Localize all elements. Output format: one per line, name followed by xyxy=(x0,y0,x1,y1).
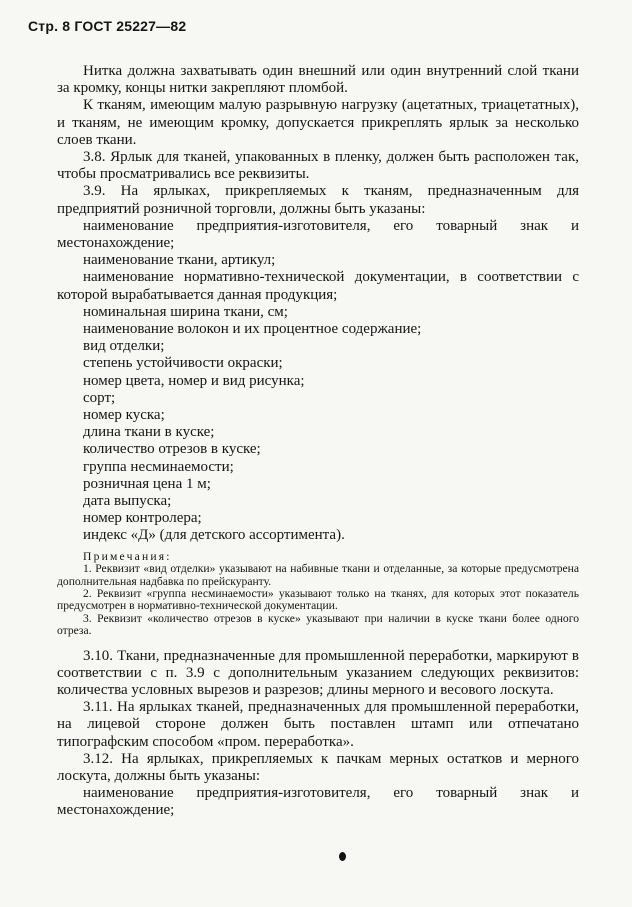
list-item: наименование предприятия-изготовителя, его товарный знак и местонахождение; xyxy=(57,785,579,819)
notes-title: Примечания: xyxy=(83,549,172,563)
clause-3-10: 3.10. Ткани, предназначенные для промышленной переработки, маркируют в соответствии с п. 3.9 с дополнительным указанием следующих реквизитов: количества условных вырезов и разрезов; длины мерного и весового лоскута. xyxy=(57,647,579,698)
list-item: наименование волокон и их процентное содержание; xyxy=(83,321,422,338)
ink-dot xyxy=(339,852,346,861)
spacer xyxy=(57,638,579,648)
list-item: наименование ткани, артикул; xyxy=(83,252,276,269)
list-item: номинальная ширина ткани, см; xyxy=(83,303,288,320)
list-item: номер цвета, номер и вид рисунка; xyxy=(83,372,305,389)
list-item: номер куска; xyxy=(83,407,165,424)
note-item: 1. Реквизит «вид отделки» указывают на набивные ткани и отделанные, за которые предусмотрена дополнительная надбавка по прейскуранту. xyxy=(57,562,579,588)
document-body xyxy=(57,63,579,820)
paragraph: К тканям, имеющим малую разрывную нагрузку (ацетатных, триацетатных), и тканям, не имеющим кромку, допускается прикреплять ярлык за несколько слоев ткани. xyxy=(57,97,579,148)
list-item: дата выпуска; xyxy=(83,493,172,510)
clause-3-9: 3.9. На ярлыках, прикрепляемых к тканям, предназначенным для предприятий розничной торговли, должны быть указаны: xyxy=(57,183,579,217)
list-item: количество отрезов в куске; xyxy=(83,441,261,458)
note-item: 3. Реквизит «количество отрезов в куске» указывают при наличии в куске ткани более одного отреза. xyxy=(57,611,579,638)
notes-block xyxy=(57,551,579,638)
list-item: индекс «Д» (для детского ассортимента). xyxy=(83,527,345,544)
paragraph: Нитка должна захватывать один внешний или один внутренний слой ткани за кромку, концы нитки закрепляют пломбой. xyxy=(57,63,579,97)
list-item: группа несминаемости; xyxy=(83,458,234,475)
list-item: вид отделки; xyxy=(83,338,165,355)
list-item: длина ткани в куске; xyxy=(83,424,215,441)
list-item: наименование предприятия-изготовителя, его товарный знак и местонахождение; xyxy=(57,217,579,252)
clause-3-11: 3.11. На ярлыках тканей, предназначенных для промышленной переработки, на лицевой стороне должен быть поставлен штамп или отпечатано типографским способом «пром. переработка». xyxy=(57,699,579,750)
clause-3-8: 3.8. Ярлык для тканей, упакованных в пленку, должен быть расположен так, чтобы просматривались все реквизиты. xyxy=(57,149,579,183)
page-header: Стр. 8 ГОСТ 25227—82 xyxy=(28,18,187,34)
list-item: розничная цена 1 м; xyxy=(83,475,211,492)
list-item: наименование нормативно-технической документации, в соответствии с которой вырабатывается данная продукция; xyxy=(57,269,579,303)
list-item: номер контролера; xyxy=(83,510,202,527)
clause-3-12: 3.12. На ярлыках, прикрепляемых к пачкам мерных остатков и мерного лоскута, должны быть указаны: xyxy=(57,750,579,784)
requisites-list xyxy=(57,218,579,545)
list-item: сорт; xyxy=(83,389,116,406)
note-item: 2. Реквизит «группа несминаемости» указывают только на тканях, для которых этот показатель предусмотрен в нормативно-технической документации. xyxy=(57,586,579,613)
list-item: степень устойчивости окраски; xyxy=(83,355,283,372)
